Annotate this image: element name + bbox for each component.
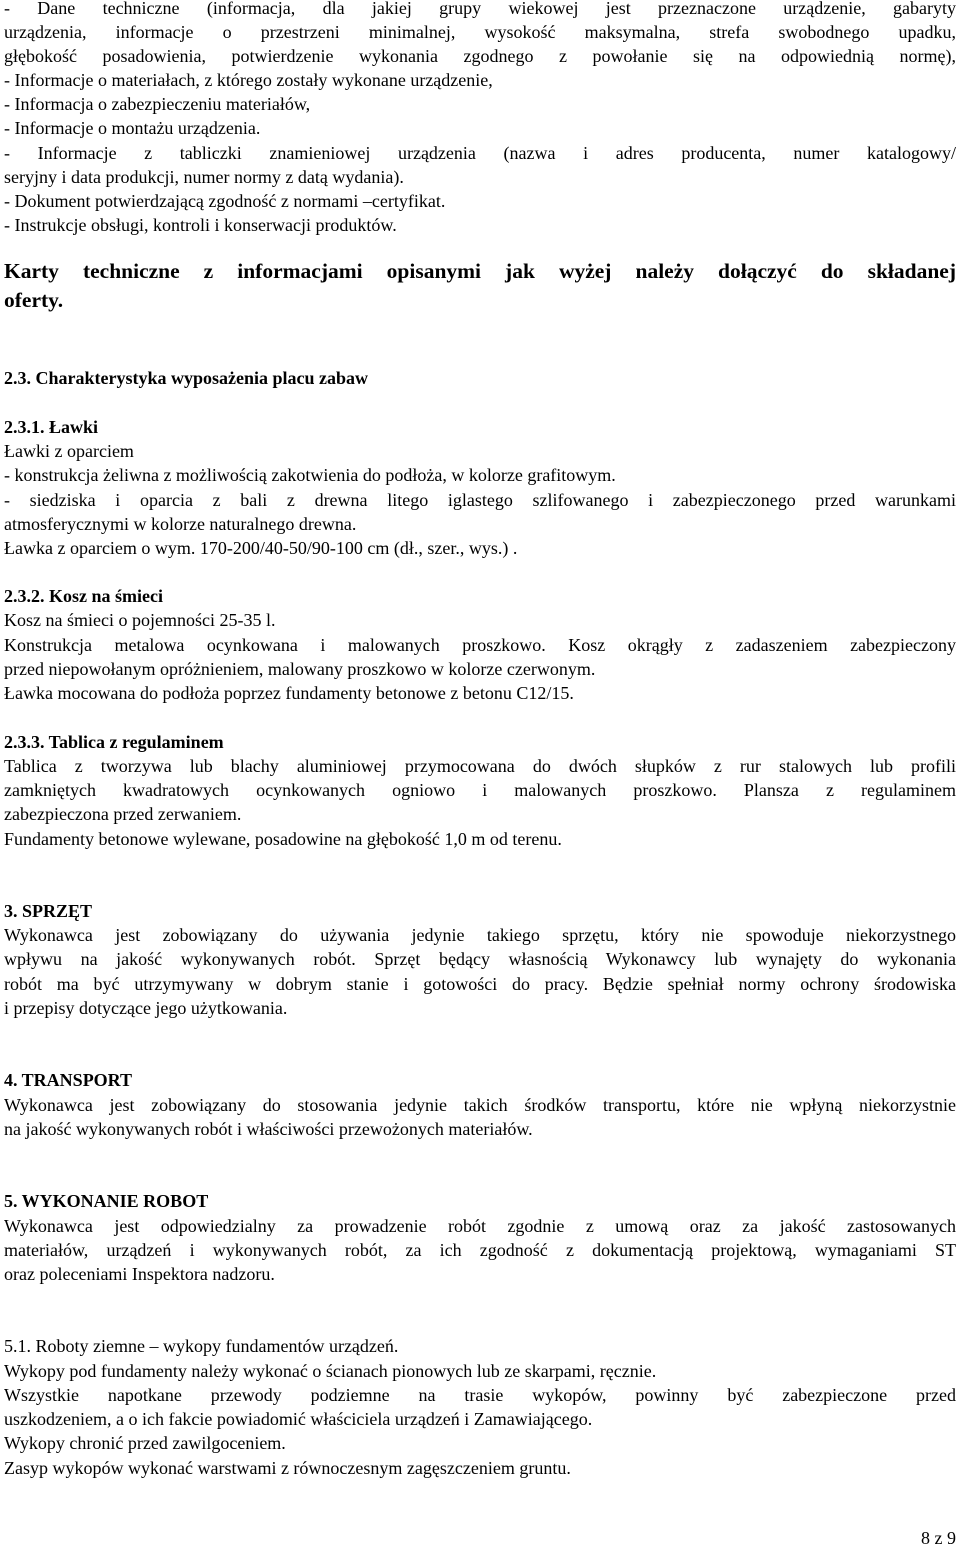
page-number: 8 z 9 <box>921 1528 956 1548</box>
text-line: Ławka z oparciem o wym. 170-200/40-50/90-100 cm (dł., szer., wys.) . <box>4 538 518 558</box>
notice-text: oferty. <box>4 288 64 312</box>
text-line: Wszystkie napotkane przewody podziemne na trasie wykopów, powinny być zabezpieczone przed <box>4 1385 956 1405</box>
text-line: zabezpieczona przed zerwaniem. <box>4 804 242 824</box>
text-line: Wykopy pod fundamenty należy wykonać o ścianach pionowych lub ze skarpami, ręcznie. <box>4 1361 657 1381</box>
text-line: Zasyp wykopów wykonać warstwami z równoczesnym zagęszczeniem gruntu. <box>4 1458 571 1478</box>
text-line: - Informacja o zabezpieczeniu materiałów, <box>4 94 311 114</box>
text-line: materiałów, urządzeń i wykonywanych robót, za ich zgodność z dokumentacją projektową, wymaganiami ST <box>4 1240 956 1260</box>
text-line: Wykonawca jest odpowiedzialny za prowadzenie robót zgodnie z umową oraz za jakość zastosowanych <box>4 1216 956 1236</box>
text-line: Ławki z oparciem <box>4 441 134 461</box>
section-title: 2.3. Charakterystyka wyposażenia placu zabaw <box>4 368 369 388</box>
text-line: Ławka mocowana do podłoża poprzez fundamenty betonowe z betonu C12/15. <box>4 683 574 703</box>
text-line: - Dokument potwierdzającą zgodność z normami –certyfikat. <box>4 191 446 211</box>
text-line: głębokość posadowienia, potwierdzenie wykonania zgodnego z powołanie się na odpowiednią normę), <box>4 46 956 66</box>
text-line: i przepisy dotyczące jego użytkowania. <box>4 998 288 1018</box>
text-line: Tablica z tworzywa lub blachy aluminiowej przymocowana do dwóch słupków z rur stalowych lub profili <box>4 756 956 776</box>
text-line: seryjny i data produkcji, numer normy z datą wydania). <box>4 167 404 187</box>
text-line: - Informacje o montażu urządzenia. <box>4 118 261 138</box>
text-line: przed niepowołanym opróżnieniem, malowany proszkowo w kolorze czerwonym. <box>4 659 596 679</box>
text-line: Wykonawca jest zobowiązany do używania jedynie takiego sprzętu, który nie spowoduje niekorzystnego <box>4 925 956 945</box>
text-line: na jakość wykonywanych robót i właściwości przewożonych materiałów. <box>4 1119 533 1139</box>
section-heading: 4. TRANSPORT <box>4 1070 133 1090</box>
subsection-heading: 5.1. Roboty ziemne – wykopy fundamentów urządzeń. <box>4 1336 399 1356</box>
text-line: atmosferycznymi w kolorze naturalnego drewna. <box>4 514 357 534</box>
text-line: - konstrukcja żeliwna z możliwością zakotwienia do podłoża, w kolorze grafitowym. <box>4 465 616 485</box>
text-line: - siedziska i oparcia z bali z drewna litego iglastego szlifowanego i zabezpieczonego przed warunkami <box>4 490 956 510</box>
text-line: urządzenia, informacje o przestrzeni minimalnej, wysokość maksymalna, strefa swobodnego upadku, <box>4 22 956 42</box>
section-heading: 2.3.1. Ławki <box>4 417 99 437</box>
text-line: Wykonawca jest zobowiązany do stosowania jedynie takich środków transportu, które nie wpłyną niekorzystnie <box>4 1095 956 1115</box>
text-line: wpływu na jakość wykonywanych robót. Sprzęt będący własnością Wykonawcy lub wynajęty do wykonania <box>4 949 956 969</box>
notice-text: Karty techniczne z informacjami opisanymi jak wyżej należy dołączyć do składanej <box>4 259 956 283</box>
text-line: - Dane techniczne (informacja, dla jakiej grupy wiekowej jest przeznaczone urządzenie, gabaryty <box>4 0 956 18</box>
text-line: Fundamenty betonowe wylewane, posadowine na głębokość 1,0 m od terenu. <box>4 829 562 849</box>
section-heading: 2.3.3. Tablica z regulaminem <box>4 732 224 752</box>
text-line: - Instrukcje obsługi, kontroli i konserwacji produktów. <box>4 215 397 235</box>
text-line: robót ma być utrzymywany w dobrym stanie i gotowości do pracy. Będzie spełniał normy ochrony środowiska <box>4 974 956 994</box>
section-heading: 2.3.2. Kosz na śmieci <box>4 586 163 606</box>
text-line: Konstrukcja metalowa ocynkowana i malowanych proszkowo. Kosz okrągły z zadaszeniem zabezpieczony <box>4 635 956 655</box>
text-line: Kosz na śmieci o pojemności 25-35 l. <box>4 610 276 630</box>
text-line: zamkniętych kwadratowych ocynkowanych ogniowo i malowanych proszkowo. Plansza z regulaminem <box>4 780 956 800</box>
text-line: Wykopy chronić przed zawilgoceniem. <box>4 1433 286 1453</box>
text-line: - Informacje o materiałach, z którego zostały wykonane urządzenie, <box>4 70 493 90</box>
text-line: oraz poleceniami Inspektora nadzoru. <box>4 1264 275 1284</box>
text-line: uszkodzeniem, a o ich fakcie powiadomić właściciela urządzeń i Zamawiającego. <box>4 1409 593 1429</box>
section-heading: 5. WYKONANIE ROBOT <box>4 1191 209 1211</box>
section-heading: 3. SPRZĘT <box>4 901 93 921</box>
text-line: - Informacje z tabliczki znamieniowej urządzenia (nazwa i adres producenta, numer katalogowy/ <box>4 143 956 163</box>
